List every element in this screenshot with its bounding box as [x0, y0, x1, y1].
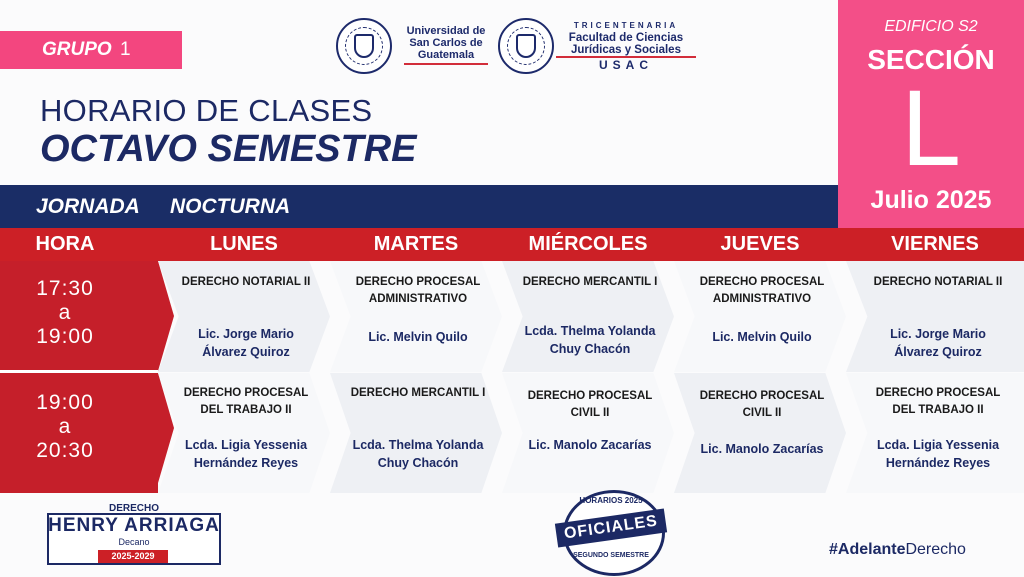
usac-divider — [404, 63, 488, 65]
header-martes: MARTES — [373, 233, 459, 255]
prof-line: Álvarez Quiroz — [894, 345, 982, 359]
course-jueves-2 — [684, 388, 840, 422]
usac-line1: Universidad de — [406, 25, 486, 37]
prof-line: Hernández Reyes — [885, 456, 991, 470]
page-title: OCTAVO SEMESTRE — [40, 128, 417, 170]
usac-logo-text — [396, 25, 496, 61]
hashtag-text: Derecho — [905, 541, 966, 558]
prof-line: Lcda. Ligia Yessenia — [184, 438, 308, 452]
header-lunes: LUNES — [210, 233, 278, 255]
seccion-letter: L — [900, 67, 962, 188]
course-line: DERECHO PROCESAL — [699, 276, 825, 288]
prof-line: Hernández Reyes — [193, 456, 299, 470]
header-jueves: JUEVES — [720, 233, 800, 255]
prof-line: Lic. Melvin Quilo — [712, 330, 812, 344]
time-end: 20:30 — [36, 439, 94, 462]
facultad-logo-text — [556, 20, 696, 56]
prof-martes-2 — [340, 436, 496, 472]
course-line: DERECHO PROCESAL — [183, 387, 309, 399]
prof-line: Lic. Jorge Mario — [890, 327, 986, 341]
time-start: 19:00 — [36, 391, 94, 414]
seccion-box — [838, 0, 1024, 228]
edificio-label: EDIFICIO S2 — [884, 18, 978, 35]
hashtag-bold: #Adelante — [829, 541, 906, 558]
seccion-fecha: Julio 2025 — [870, 186, 992, 214]
prof-line: Chuy Chacón — [377, 456, 459, 470]
prof-miercoles-1 — [512, 322, 668, 358]
prof-line: Lcda. Thelma Yolanda — [524, 324, 656, 338]
facultad-bottom: USAC — [598, 58, 653, 72]
prof-jueves-2 — [684, 440, 840, 458]
dean-top: DERECHO — [108, 503, 159, 514]
course-line: DEL TRABAJO II — [200, 404, 292, 416]
prof-line: Lic. Jorge Mario — [198, 327, 294, 341]
prof-line: Lic. Manolo Zacarías — [700, 442, 824, 456]
course-lunes-2 — [168, 385, 324, 419]
header-viernes: VIERNES — [891, 233, 979, 255]
facultad-seal-icon — [498, 18, 554, 74]
facultad-top: TRICENTENARIA — [573, 21, 679, 30]
usac-line3: Guatemala — [417, 49, 475, 61]
course-line: DERECHO PROCESAL — [355, 276, 481, 288]
prof-jueves-1 — [684, 328, 840, 346]
time-start: 17:30 — [36, 277, 94, 300]
course-line: ADMINISTRATIVO — [712, 293, 812, 305]
grupo-number: 1 — [120, 39, 131, 60]
usac-line2: San Carlos de — [409, 37, 483, 49]
prof-line: Álvarez Quiroz — [202, 345, 290, 359]
course-line: CIVIL II — [742, 407, 782, 419]
time-end: 19:00 — [36, 325, 94, 348]
time-sep: a — [58, 415, 72, 438]
prof-line: Lcda. Ligia Yessenia — [876, 438, 1000, 452]
dean-years: 2025-2029 — [98, 550, 168, 563]
grupo-label: GRUPO — [42, 39, 112, 60]
prof-lunes-1 — [168, 325, 324, 361]
seccion-label: SECCIÓN — [867, 44, 995, 75]
grupo-tab — [0, 31, 182, 69]
course-line: DERECHO PROCESAL — [875, 387, 1001, 399]
header-hora: HORA — [35, 233, 95, 255]
course-miercoles-1 — [512, 274, 668, 291]
hashtag — [829, 541, 966, 559]
course-martes-2 — [340, 385, 496, 402]
course-viernes-1 — [860, 274, 1016, 291]
usac-seal-icon — [336, 18, 392, 74]
course-jueves-1 — [684, 274, 840, 308]
course-lunes-1 — [168, 274, 324, 291]
course-line: DERECHO MERCANTIL I — [350, 387, 486, 399]
course-line: DEL TRABAJO II — [892, 404, 984, 416]
prof-lunes-2 — [168, 436, 324, 472]
prof-viernes-1 — [860, 325, 1016, 361]
course-line: DERECHO MERCANTIL I — [522, 276, 658, 288]
schedule-header — [0, 228, 1024, 261]
course-martes-1 — [340, 274, 496, 308]
course-line: ADMINISTRATIVO — [368, 293, 468, 305]
dean-role: Decano — [118, 537, 150, 547]
time-slot-1 — [0, 277, 130, 349]
facultad-line2: Jurídicas y Sociales — [571, 44, 681, 56]
jornada-text: NOCTURNA — [170, 195, 291, 218]
course-line: DERECHO PROCESAL — [527, 390, 653, 402]
prof-martes-1 — [340, 328, 496, 346]
jornada-band — [0, 185, 840, 228]
badge-bottom: SEGUNDO SEMESTRE — [573, 552, 649, 559]
header-miercoles: MIÉRCOLES — [528, 233, 648, 255]
course-miercoles-2 — [512, 388, 668, 422]
prof-miercoles-2 — [512, 436, 668, 454]
time-divider — [0, 370, 158, 373]
time-sep: a — [58, 301, 72, 324]
dean-name: HENRY ARRIAGA — [48, 515, 220, 536]
prof-viernes-2 — [860, 436, 1016, 472]
prof-line: Chuy Chacón — [549, 342, 631, 356]
course-line: CIVIL II — [570, 407, 610, 419]
badge-top: HORARIOS 2025 — [579, 496, 643, 505]
page-subtitle: HORARIO DE CLASES — [40, 93, 373, 128]
course-line: DERECHO PROCESAL — [699, 390, 825, 402]
course-line: DERECHO NOTARIAL II — [873, 276, 1003, 288]
prof-line: Lcda. Thelma Yolanda — [352, 438, 484, 452]
time-slot-2 — [0, 391, 130, 463]
prof-line: Lic. Manolo Zacarías — [528, 438, 652, 452]
facultad-line1: Facultad de Ciencias — [568, 32, 684, 44]
prof-line: Lic. Melvin Quilo — [368, 330, 468, 344]
course-line: DERECHO NOTARIAL II — [181, 276, 311, 288]
course-viernes-2 — [860, 385, 1016, 419]
jornada-bold: JORNADA — [36, 195, 140, 218]
badge-main: OFICIALES — [555, 508, 667, 547]
